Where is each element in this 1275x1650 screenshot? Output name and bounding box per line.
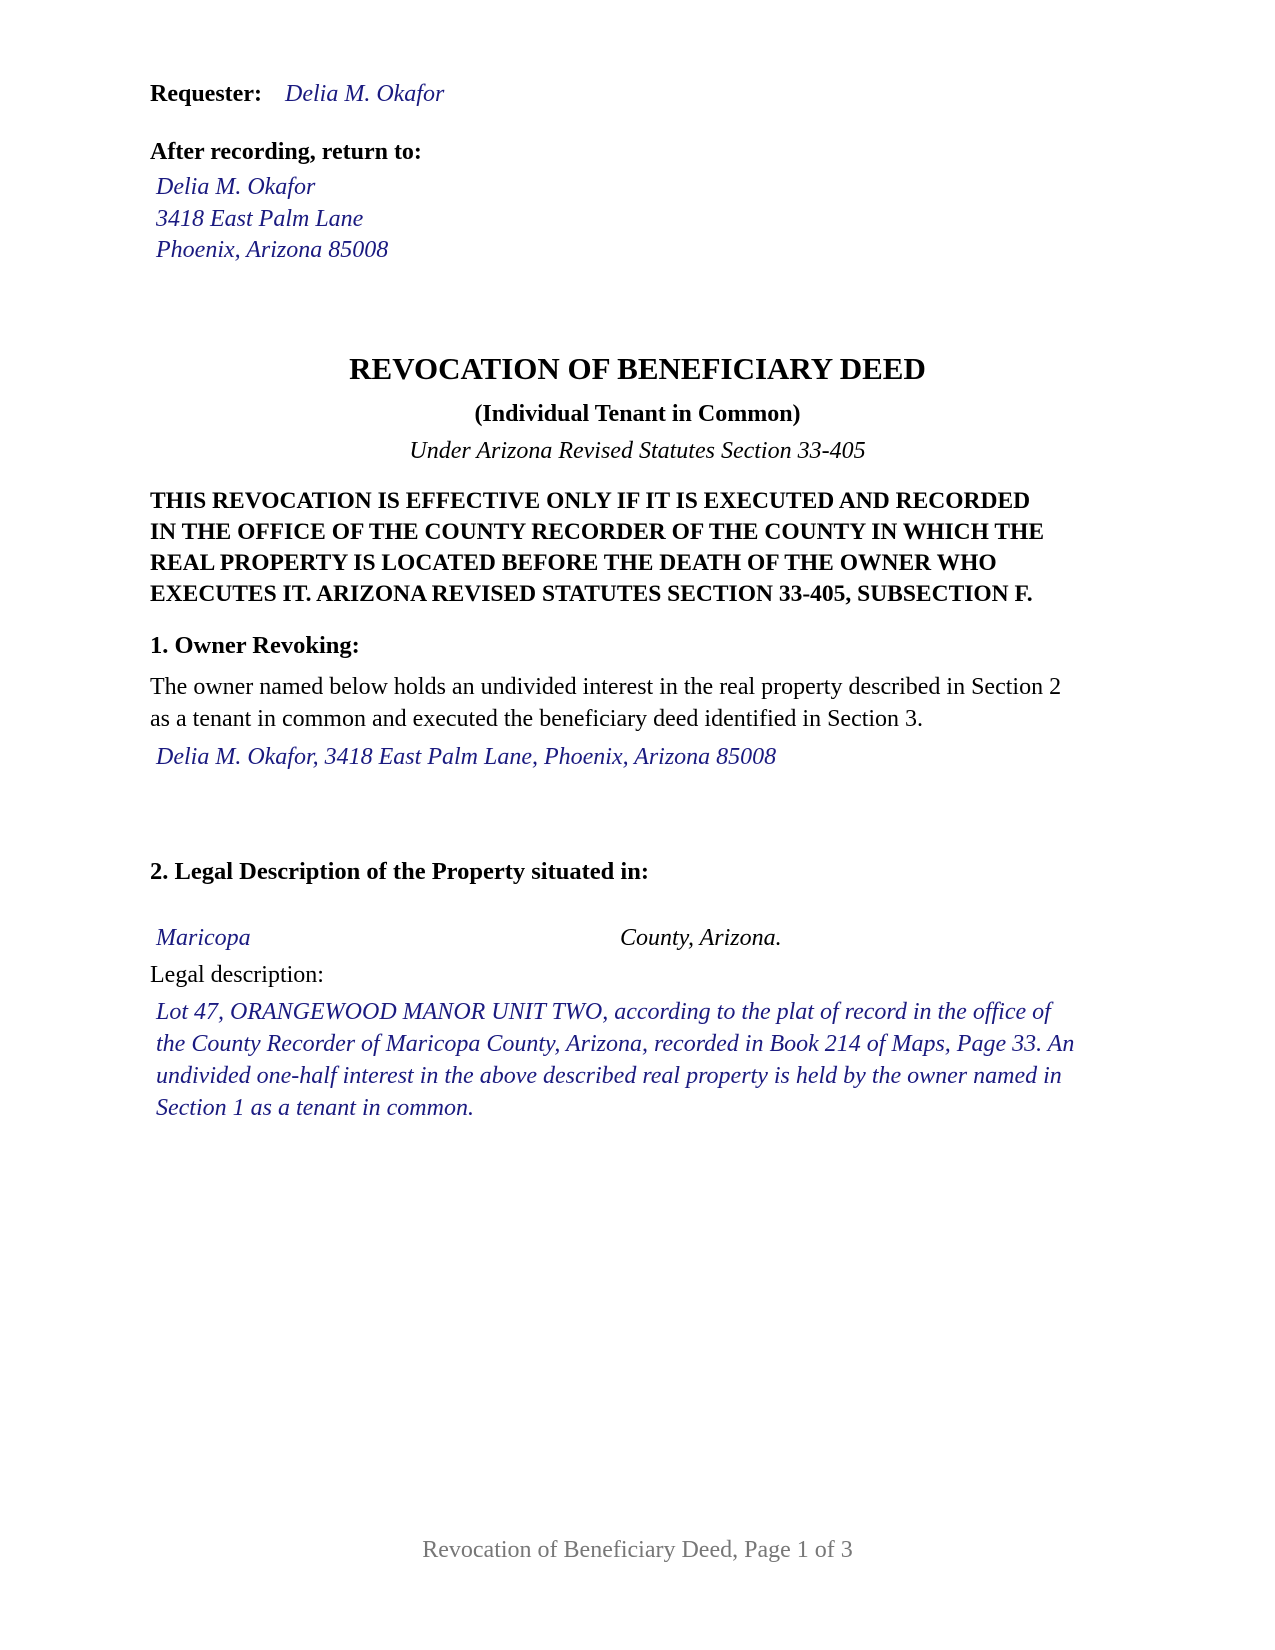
legal-description-line: Section 1 as a tenant in common. [156,1095,474,1121]
owner-name-address: Delia M. Okafor, 3418 East Palm Lane, Phoenix, Arizona 85008 [156,744,777,770]
document-subtitle: (Individual Tenant in Common) [474,401,801,427]
section1-body-line: as a tenant in common and executed the beneficiary deed identified in Section 3. [150,706,924,732]
requester-label: Requester: [150,81,262,107]
section2-heading: 2. Legal Description of the Property situated in: [150,858,650,885]
legal-description-label: Legal description: [150,962,324,988]
warning-line: REAL PROPERTY IS LOCATED BEFORE THE DEATH OF THE OWNER WHO [150,550,997,576]
county-name: Maricopa [156,925,251,951]
return-to-label: After recording, return to: [150,139,422,165]
document-title: REVOCATION OF BENEFICIARY DEED [349,351,926,386]
page-footer: Revocation of Beneficiary Deed, Page 1 of 3 [422,1537,853,1563]
warning-line: IN THE OFFICE OF THE COUNTY RECORDER OF THE COUNTY IN WHICH THE [150,519,1045,545]
section1-heading: 1. Owner Revoking: [150,632,360,659]
warning-line: THIS REVOCATION IS EFFECTIVE ONLY IF IT IS EXECUTED AND RECORDED [150,488,1031,514]
effectiveness-warning [150,486,1130,610]
legal-description-line: the County Recorder of Maricopa County, Arizona, recorded in Book 214 of Maps, Page 33. An [156,1031,1075,1057]
legal-description-text [156,996,1074,1124]
section1-body [150,671,1061,735]
legal-description-line: undivided one-half interest in the above described real property is held by the owner named in [156,1063,1062,1089]
return-street: 3418 East Palm Lane [156,206,364,232]
warning-line: EXECUTES IT. ARIZONA REVISED STATUTES SECTION 33-405, SUBSECTION F. [150,581,1033,607]
legal-description-line: Lot 47, ORANGEWOOD MANOR UNIT TWO, according to the plat of record in the office of [156,999,1051,1025]
statute-reference: Under Arizona Revised Statutes Section 33-405 [409,438,866,464]
county-suffix: County, Arizona. [620,925,782,951]
return-name: Delia M. Okafor [156,174,316,200]
section1-body-line: The owner named below holds an undivided interest in the real property described in Section 2 [150,674,1062,700]
return-city: Phoenix, Arizona 85008 [156,237,389,263]
requester-name: Delia M. Okafor [285,81,445,107]
